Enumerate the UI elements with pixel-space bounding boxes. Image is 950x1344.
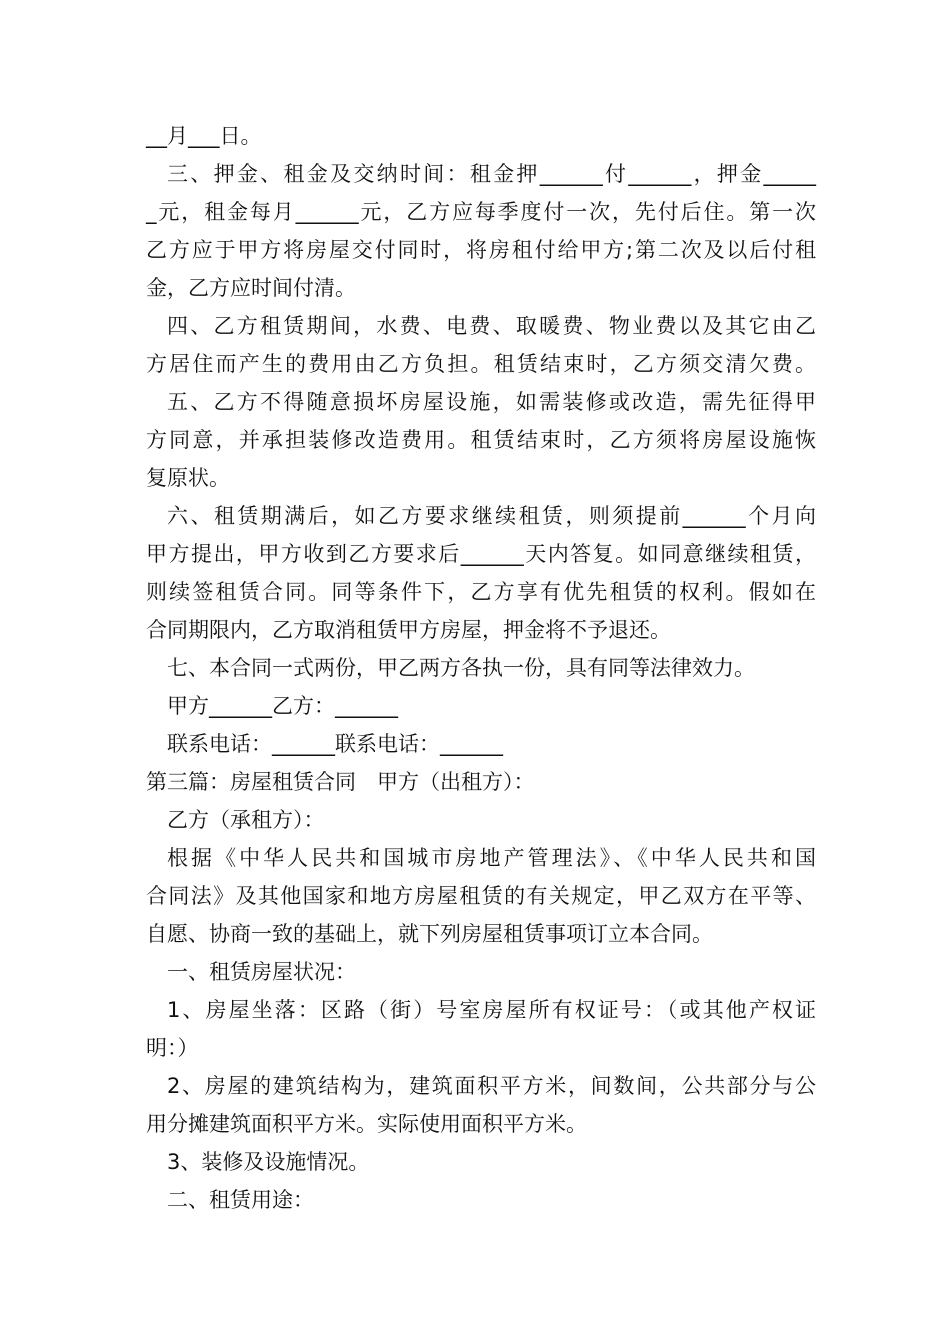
text-line: 方同意，并承担装修改造费用。租赁结束时，乙方须将房屋设施恢 [146,428,816,452]
text-line: __月___日。 [146,124,262,148]
text-line: 2、房屋的建筑结构为，建筑面积平方米，间数间，公共部分与公 [167,1074,816,1098]
text-line: 乙方应于甲方将房屋交付同时，将房租付给甲方;第二次及以后付租 [146,238,816,262]
text-line: 六、租赁期满后，如乙方要求继续租赁，则须提前______个月向 [167,504,816,528]
text-line: 合同期限内，乙方取消租赁甲方房屋，押金将不予退还。 [146,618,671,642]
text-line: 方居住而产生的费用由乙方负担。租赁结束时，乙方须交清欠费。 [146,352,816,376]
text-line: 明：） [146,1036,199,1060]
text-line: 三、押金、租金及交纳时间：租金押______付______，押金_____ [167,162,816,186]
text-line: 根据《中华人民共和国城市房地产管理法》、《中华人民共和国 [167,846,816,870]
text-line: 复原状。 [146,466,230,490]
text-line: 二、租赁用途： [167,1188,314,1212]
text-line: 乙方（承租方）： [167,808,325,832]
text-line: 1、房屋坐落：区路（街）号室房屋所有权证号：（或其他产权证 [167,998,816,1022]
signature-line: 甲方______乙方：______ [167,694,398,718]
text-line: 合同法》及其他国家和地方房屋租赁的有关规定，甲乙双方在平等、 [146,884,816,908]
text-line: 四、乙方租赁期间，水费、电费、取暖费、物业费以及其它由乙 [167,314,816,338]
text-line: 五、乙方不得随意损坏房屋设施，如需装修或改造，需先征得甲 [167,390,816,414]
phone-line: 联系电话：______联系电话：______ [167,732,503,756]
text-line: 一、租赁房屋状况： [167,960,356,984]
text-line: 则续签租赁合同。同等条件下，乙方享有优先租赁的权利。假如在 [146,580,816,604]
text-line: 七、本合同一式两份，甲乙两方各执一份，具有同等法律效力。 [167,656,755,680]
text-line: 自愿、协商一致的基础上，就下列房屋租赁事项订立本合同。 [146,922,713,946]
text-line: 金，乙方应时间付清。 [146,276,356,300]
text-line: 3、装修及设施情况。 [167,1150,370,1174]
section-heading: 第三篇：房屋租赁合同 甲方（出租方）： [146,770,535,794]
text-line: 用分摊建筑面积平方米。实际使用面积平方米。 [146,1112,587,1136]
text-line: _元，租金每月______元，乙方应每季度付一次，先付后住。第一次 [146,200,816,224]
text-line: 甲方提出，甲方收到乙方要求后______天内答复。如同意继续租赁， [146,542,816,566]
document-body [146,117,816,1219]
